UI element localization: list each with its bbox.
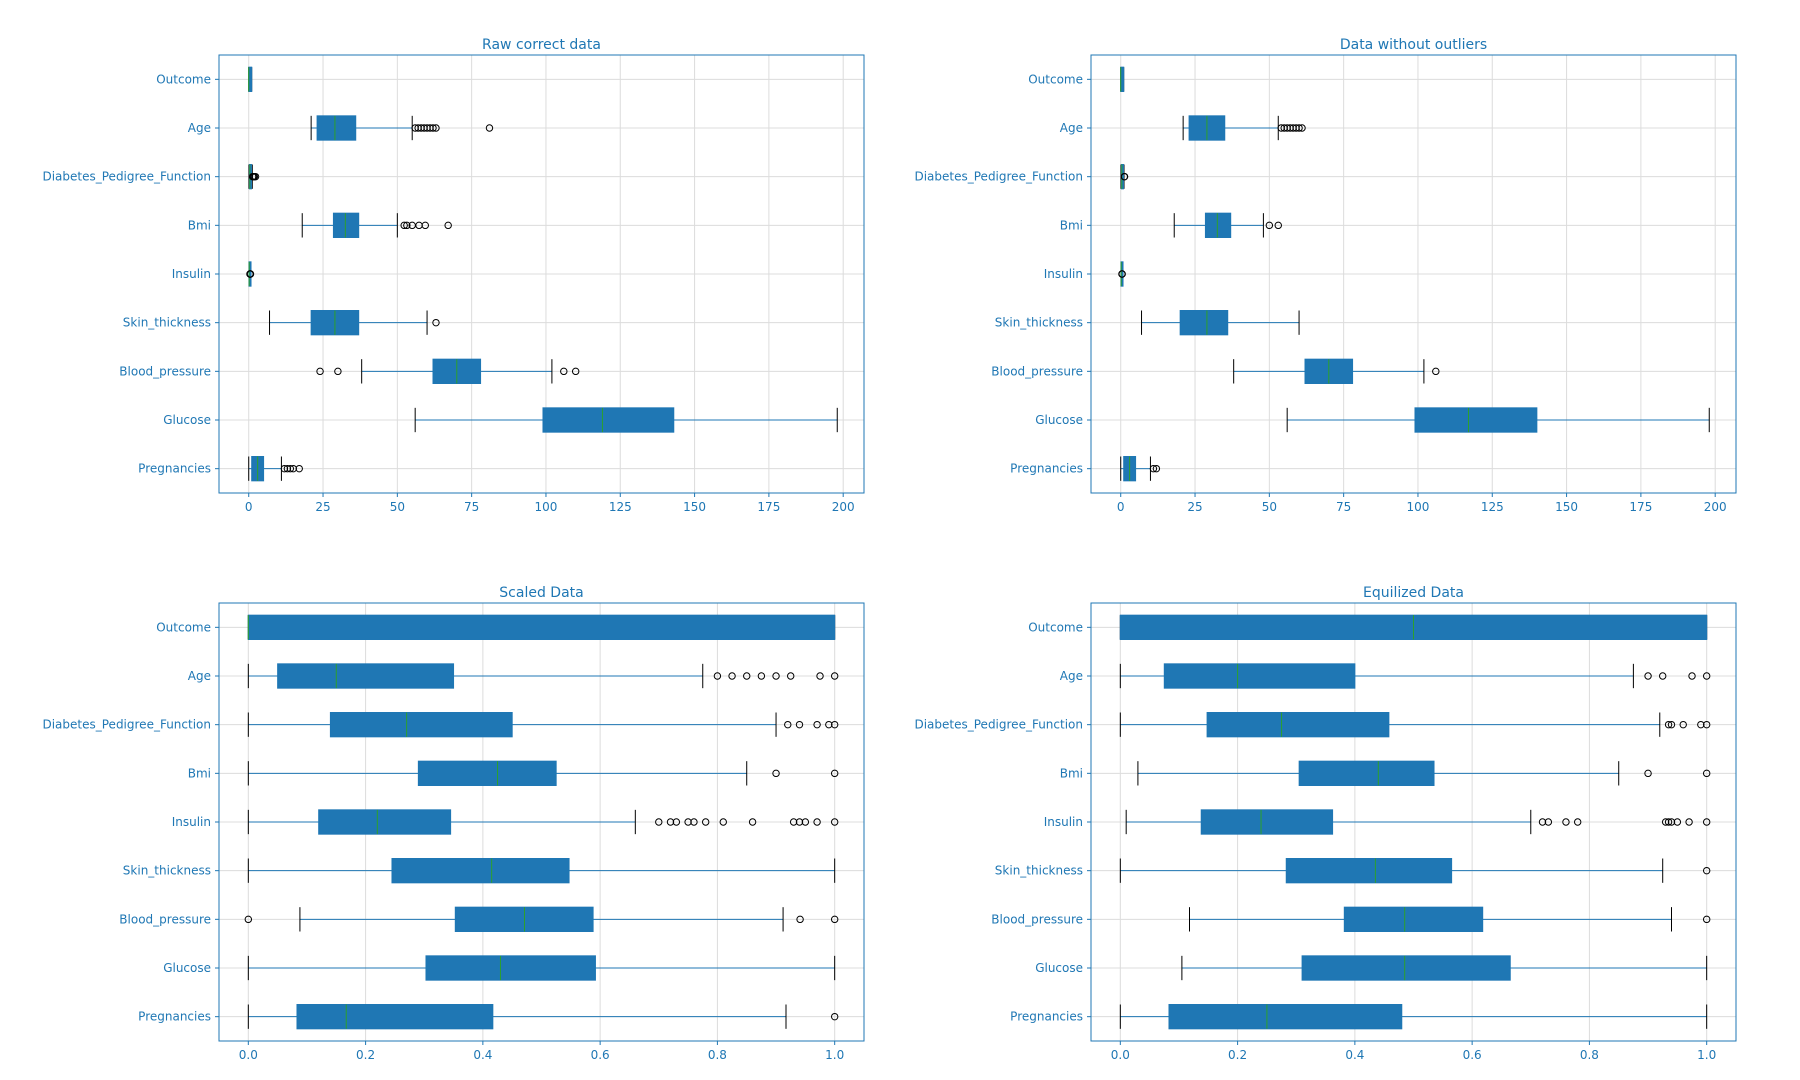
- ytick-label: Diabetes_Pedigree_Function: [914, 169, 1083, 184]
- ytick-label: Bmi: [187, 766, 211, 781]
- box-diabetes-pedigree-function: [1120, 713, 1710, 737]
- box-diabetes-pedigree-function: [248, 713, 838, 737]
- subplot-scaled-data: [42, 585, 864, 1062]
- ytick-label: Glucose: [163, 413, 211, 427]
- box-skin-thickness: [1142, 311, 1300, 335]
- xtick-label: 25: [1187, 500, 1203, 514]
- box-body: [297, 1005, 493, 1029]
- ytick-label: Skin_thickness: [122, 315, 211, 330]
- box-body: [333, 213, 358, 237]
- ytick-label: Glucose: [163, 961, 211, 975]
- box-insulin: [247, 262, 254, 286]
- box-body: [317, 116, 356, 140]
- ytick-label: Blood_pressure: [991, 912, 1083, 927]
- box-body: [392, 859, 569, 883]
- ytick-label: Age: [187, 121, 211, 135]
- box-body: [543, 408, 674, 432]
- box-body: [1415, 408, 1537, 432]
- xtick-label: 175: [757, 500, 781, 514]
- ytick-label: Skin_thickness: [994, 863, 1083, 878]
- ytick-label: Outcome: [156, 620, 211, 635]
- xtick-label: 100: [534, 500, 558, 514]
- ytick-label: Insulin: [171, 815, 211, 829]
- box-pregnancies: [248, 1005, 838, 1029]
- box-skin-thickness: [1120, 859, 1710, 883]
- ytick-label: Pregnancies: [1010, 1009, 1083, 1024]
- box-age: [1120, 664, 1710, 688]
- ytick-label: Insulin: [1043, 815, 1083, 829]
- box-body: [248, 615, 834, 639]
- ytick-label: Outcome: [1028, 620, 1083, 635]
- box-insulin: [248, 810, 838, 834]
- box-body: [278, 664, 454, 688]
- box-body: [1286, 859, 1451, 883]
- xtick-label: 0.4: [1345, 1048, 1365, 1062]
- box-body: [1180, 311, 1228, 335]
- ytick-label: Pregnancies: [138, 1009, 211, 1024]
- xtick-label: 0.0: [238, 1048, 258, 1062]
- ytick-label: Skin_thickness: [122, 863, 211, 878]
- ytick-label: Diabetes_Pedigree_Function: [914, 717, 1083, 732]
- box-skin-thickness: [270, 311, 440, 335]
- xtick-label: 0: [1116, 500, 1125, 514]
- box-glucose: [248, 956, 834, 980]
- ytick-label: Bmi: [1059, 218, 1083, 233]
- xtick-label: 0.2: [356, 1048, 376, 1062]
- xtick-label: 1.0: [1697, 1048, 1717, 1062]
- box-glucose: [1182, 956, 1707, 980]
- ytick-label: Glucose: [1035, 961, 1083, 975]
- box-body: [319, 810, 451, 834]
- box-body: [1344, 907, 1482, 931]
- xtick-label: 200: [1703, 500, 1727, 514]
- chart-title: Data without outliers: [1339, 37, 1488, 53]
- box-body: [1164, 664, 1355, 688]
- ytick-label: Pregnancies: [138, 461, 211, 476]
- xtick-label: 150: [1555, 500, 1579, 514]
- xtick-label: 0: [244, 500, 253, 514]
- xtick-label: 125: [1480, 500, 1504, 514]
- ytick-label: Pregnancies: [1010, 461, 1083, 476]
- ytick-label: Skin_thickness: [994, 315, 1083, 330]
- xtick-label: 100: [1406, 500, 1430, 514]
- chart-title: Equilized Data: [1362, 585, 1465, 601]
- subplot-equilized-data: [914, 585, 1736, 1062]
- box-body: [418, 761, 556, 785]
- ytick-label: Age: [1059, 121, 1083, 135]
- box-blood-pressure: [245, 907, 838, 931]
- ytick-label: Outcome: [1028, 72, 1083, 87]
- ytick-label: Insulin: [1043, 267, 1083, 281]
- box-outcome: [1121, 67, 1124, 91]
- xtick-label: 75: [1336, 500, 1352, 514]
- xtick-label: 75: [464, 500, 480, 514]
- xtick-label: 0.0: [1110, 1048, 1130, 1062]
- box-body: [426, 956, 595, 980]
- ytick-label: Insulin: [171, 267, 211, 281]
- chart-title: Scaled Data: [499, 585, 584, 601]
- xtick-label: 50: [389, 500, 405, 514]
- ytick-label: Blood_pressure: [119, 364, 211, 379]
- xtick-label: 0.4: [473, 1048, 493, 1062]
- ytick-label: Blood_pressure: [991, 364, 1083, 379]
- xtick-label: 25: [315, 500, 331, 514]
- ytick-label: Glucose: [1035, 413, 1083, 427]
- box-blood-pressure: [1190, 907, 1710, 931]
- subplot-data-without-outliers: [914, 37, 1736, 514]
- chart-title: Raw correct data: [482, 37, 601, 53]
- ytick-label: Age: [1059, 669, 1083, 683]
- box-outcome: [248, 615, 834, 639]
- ytick-label: Diabetes_Pedigree_Function: [42, 169, 211, 184]
- xtick-label: 200: [831, 500, 855, 514]
- box-body: [1302, 956, 1510, 980]
- subplot-raw-correct-data: [42, 37, 864, 514]
- ytick-label: Bmi: [187, 218, 211, 233]
- ytick-label: Blood_pressure: [119, 912, 211, 927]
- box-body: [330, 713, 512, 737]
- box-glucose: [1287, 408, 1709, 432]
- xtick-label: 0.2: [1228, 1048, 1248, 1062]
- box-body: [1299, 761, 1434, 785]
- xtick-label: 0.8: [707, 1048, 727, 1062]
- xtick-label: 0.6: [1462, 1048, 1482, 1062]
- xtick-label: 50: [1261, 500, 1277, 514]
- box-outcome: [1120, 615, 1706, 639]
- box-body: [1205, 213, 1230, 237]
- box-age: [1183, 116, 1305, 140]
- xtick-label: 0.6: [590, 1048, 610, 1062]
- ytick-label: Diabetes_Pedigree_Function: [42, 717, 211, 732]
- xtick-label: 175: [1629, 500, 1653, 514]
- box-glucose: [415, 408, 837, 432]
- box-body: [1169, 1005, 1402, 1029]
- xtick-label: 125: [608, 500, 632, 514]
- box-outcome: [249, 67, 252, 91]
- ytick-label: Outcome: [156, 72, 211, 87]
- ytick-label: Age: [187, 669, 211, 683]
- xtick-label: 1.0: [825, 1048, 845, 1062]
- xtick-label: 150: [683, 500, 707, 514]
- box-body: [1207, 713, 1389, 737]
- box-blood-pressure: [1234, 359, 1439, 383]
- box-pregnancies: [1120, 1005, 1706, 1029]
- box-skin-thickness: [248, 859, 834, 883]
- xtick-label: 0.8: [1579, 1048, 1599, 1062]
- box-age: [248, 664, 838, 688]
- box-body: [1201, 810, 1332, 834]
- ytick-label: Bmi: [1059, 766, 1083, 781]
